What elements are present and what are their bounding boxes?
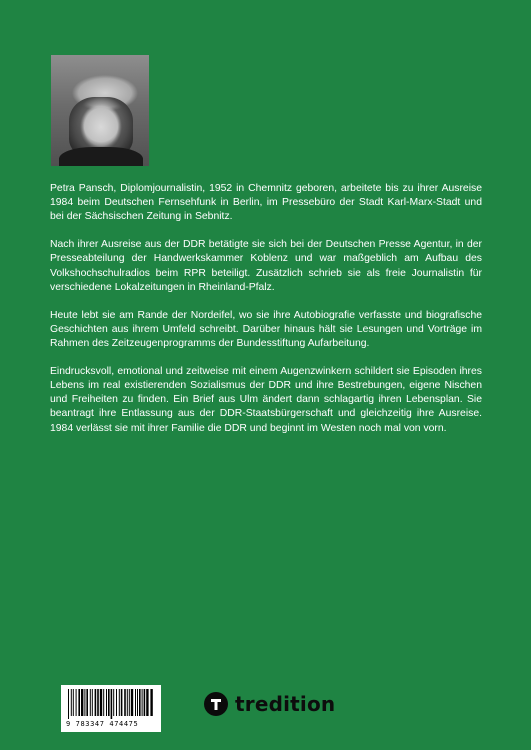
paragraph-career: Nach ihrer Ausreise aus der DDR betätigte sie sich bei der Deutschen Presse Agentur, in der Presseabteilung der Handwerkskammer Koblenz und war maßgeblich am Aufbau des Volkshochschulradios beim RPR beteiligt. Zusätzlich schrieb sie als freie Journalistin für verschiedene Lokalzeitungen in Rheinland-Pfalz. xyxy=(50,239,482,293)
isbn-digits-left: 783347 xyxy=(75,720,105,728)
barcode-bar xyxy=(71,689,72,716)
barcode-bar xyxy=(97,689,99,716)
back-cover-text xyxy=(50,182,482,449)
barcode-bar xyxy=(144,689,146,716)
isbn-digits-right: 474475 xyxy=(109,720,139,728)
barcode-bar xyxy=(73,689,74,716)
publisher-name: tredition xyxy=(235,692,336,716)
isbn-digits-prefix: 9 xyxy=(66,720,71,728)
barcode-bars xyxy=(66,689,156,719)
isbn-digits xyxy=(66,720,156,728)
barcode-bar xyxy=(86,689,88,716)
barcode-bar xyxy=(100,689,102,716)
paragraph-summary: Eindrucksvoll, emotional und zeitweise mit einem Augenzwinkern schildert sie Episoden ihres Lebens im real existierenden Sozialismus der DDR und ihre Bestrebungen, eigene Nischen und Freiheiten zu finden. Ein Brief aus Ulm ändert dann schlagartig ihren Lebensplan. Sie beantragt ihre Entlassung aus der DDR-Staatsbürgerschaft und gleichzeitig ihre Ausreise. 1984 verlässt sie mit ihrer Familie die DDR und beginnt im Westen noch mal von vorn. xyxy=(50,365,482,434)
barcode-bar xyxy=(116,689,117,716)
isbn-barcode xyxy=(61,685,161,732)
barcode-bar xyxy=(139,689,141,716)
photo-shirt xyxy=(59,147,143,166)
barcode-bar xyxy=(119,689,120,716)
paragraph-bio: Petra Pansch, Diplomjournalistin, 1952 in Chemnitz geboren, arbeitete bis zu ihrer Ausreise 1984 beim Deutschen Fernsehfunk in Berlin, im Pressebüro der Stadt Karl-Marx-Stadt und bei der Sächsischen Zeitung in Sebnitz. xyxy=(50,183,482,223)
barcode-bar xyxy=(113,689,114,716)
barcode-bar xyxy=(78,689,80,716)
paragraph-today: Heute lebt sie am Rande der Nordeifel, wo sie ihre Autobiografie verfasste und biografische Geschichten aus ihrem Umfeld schreibt. Darüber hinaus hält sie Lesungen und Vorträge im Rahmen des Zeitzeugenprogramms der Bundesstiftung Aufarbeitung. xyxy=(50,309,482,350)
barcode-bar xyxy=(121,689,123,716)
author-photo xyxy=(51,55,149,166)
barcode-bar xyxy=(84,689,85,716)
barcode-bar xyxy=(108,689,110,716)
barcode-bar xyxy=(81,689,83,716)
barcode-bar xyxy=(95,689,97,716)
barcode-bar xyxy=(129,689,130,716)
barcode-bar xyxy=(68,689,69,719)
barcode-bar xyxy=(146,689,148,716)
barcode-bar xyxy=(124,689,126,716)
barcode-bar xyxy=(111,689,113,719)
barcode-bar xyxy=(131,689,133,716)
barcode-bar xyxy=(127,689,128,716)
barcode-bar xyxy=(137,689,138,716)
barcode-bar xyxy=(92,689,93,716)
barcode-bar xyxy=(150,689,152,716)
barcode-bar xyxy=(76,689,77,716)
publisher-logo xyxy=(204,690,335,718)
tredition-logo-icon xyxy=(204,692,228,716)
barcode-bar xyxy=(106,689,107,716)
barcode-bar xyxy=(103,689,104,716)
barcode-bar xyxy=(90,689,91,716)
barcode-bar xyxy=(142,689,143,716)
barcode-bar xyxy=(135,689,136,716)
